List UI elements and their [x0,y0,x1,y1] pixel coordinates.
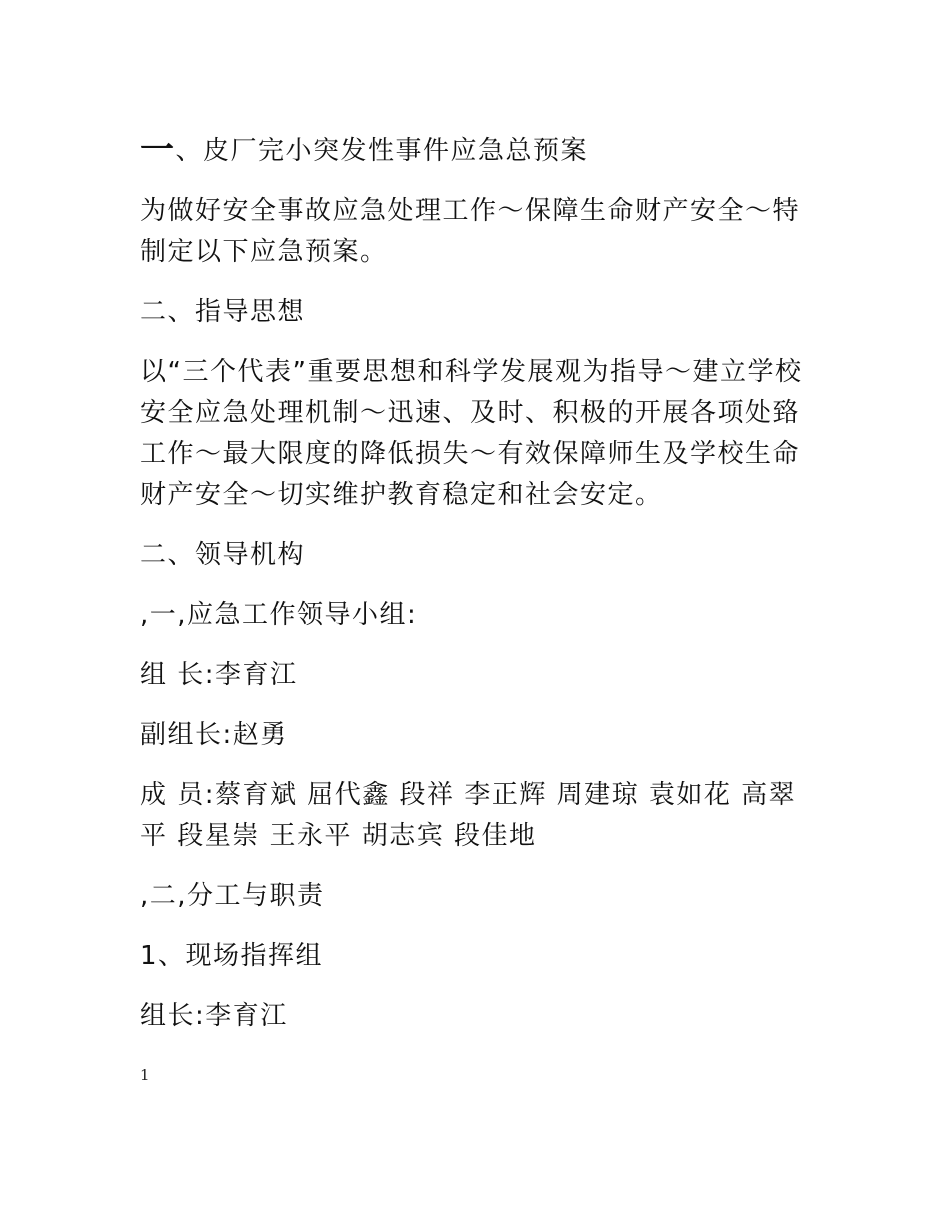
intro-paragraph: 为做好安全事故应急处理工作～保障生命财产安全～特制定以下应急预案。 [140,196,801,267]
title-prefix: 一 [140,130,176,170]
page-number: 1 [140,1066,150,1084]
guiding-ideology-paragraph: 以“三个代表”重要思想和科学发展观为指导～建立学校安全应急处理机制～迅速、及时、积极的开展各项处臵工作～最大限度的降低损失～有效保障师生及学校生命财产安全～切实维护教育稳定和社会安定。 [140,357,803,510]
members-line: 成 员:蔡育斌 屈代鑫 段祥 李正辉 周建琼 袁如花 高翠平 段星崇 王永平 胡志宾 段佳地 [140,780,797,851]
document-body [140,130,820,1056]
section-heading-guiding-ideology: 二、指导思想 [140,297,306,327]
subsection-heading-leading-group: ,一,应急工作领导小组: [140,600,418,630]
section-heading-leadership: 二、领导机构 [140,540,306,570]
command-group-leader-line: 组长:李育江 [140,1001,288,1031]
deputy-leader-line: 副组长:赵勇 [140,720,288,750]
title-text: 、皮厂完小突发性事件应急总预案 [175,136,589,166]
group-leader-line: 组 长:李育江 [140,660,298,690]
item-on-site-command-group: 1、现场指挥组 [140,941,324,971]
document-title [140,130,820,172]
subsection-heading-duties: ,二,分工与职责 [140,881,325,911]
